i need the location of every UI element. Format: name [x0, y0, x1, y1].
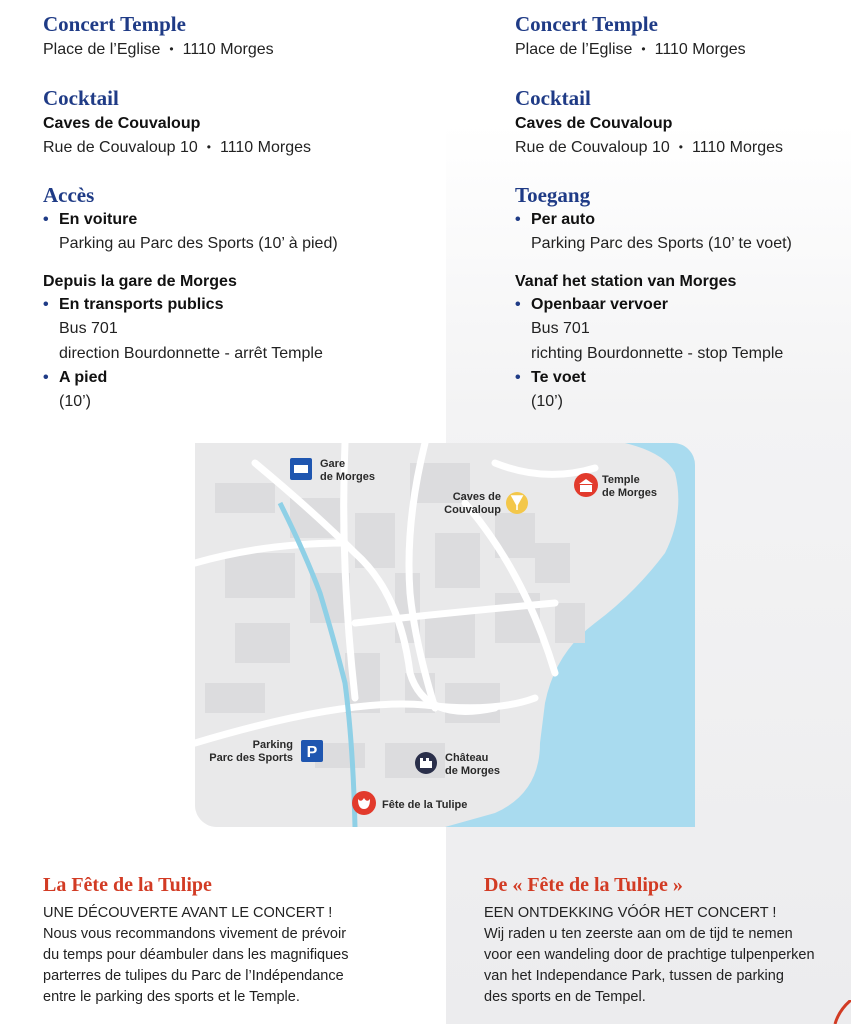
cocktail-heading: Cocktail	[43, 86, 119, 110]
cocktail-address: Rue de Couvaloup 10 • 1110 Morges	[43, 139, 311, 156]
cocktail-heading: Cocktail	[515, 86, 591, 110]
location-map[interactable]	[195, 443, 695, 827]
transit-line: Bus 701	[59, 320, 118, 337]
tulip-line: van het Independance Park, tussen de parking	[484, 968, 784, 984]
transit-label: En transports publics	[59, 296, 224, 313]
bullet: •	[43, 211, 49, 228]
car-detail: Parking au Parc des Sports (10’ à pied)	[59, 235, 338, 252]
map-label-chateau-1: Château	[445, 752, 489, 764]
map-label-temple-2: de Morges	[602, 487, 658, 499]
castle-icon[interactable]	[415, 752, 437, 774]
bullet: •	[43, 369, 49, 386]
cocktail-address: Rue de Couvaloup 10 • 1110 Morges	[515, 139, 783, 156]
walk-label: Te voet	[531, 369, 586, 386]
access-heading: Toegang	[515, 183, 591, 207]
walk-label: A pied	[59, 369, 108, 386]
tulip-line: Wij raden u ten zeerste aan om de tijd te nemen	[484, 926, 793, 942]
map-label-gare-1: Gare	[320, 458, 346, 470]
tulip-line: voor een wandeling door de prachtige tulpenperken	[484, 947, 815, 963]
wine-glass-icon[interactable]	[506, 492, 528, 514]
map-label-parking-2: Parc des Sports	[209, 752, 293, 764]
map-label-gare-2: de Morges	[320, 471, 376, 483]
bullet: •	[515, 296, 521, 313]
parking-symbol: P	[306, 744, 318, 761]
bullet: •	[515, 211, 521, 228]
cocktail-venue: Caves de Couvaloup	[43, 115, 201, 132]
concert-address: Place de l’Eglise • 1110 Morges	[43, 41, 274, 58]
tulip-line: parterres de tulipes du Parc de l’Indépendance	[43, 968, 344, 984]
access-heading: Accès	[43, 183, 95, 207]
temple-icon[interactable]	[574, 473, 598, 497]
from-station: Depuis la gare de Morges	[43, 273, 237, 290]
car-label: Per auto	[531, 211, 596, 228]
tulip-line: UNE DÉCOUVERTE AVANT LE CONCERT !	[43, 905, 333, 921]
from-station: Vanaf het station van Morges	[515, 273, 737, 290]
decorative-swoosh	[831, 1000, 851, 1024]
tulip-line: entre le parking des sports et le Temple.	[43, 989, 300, 1005]
tulip-line: Nous vous recommandons vivement de prévoir	[43, 926, 347, 942]
tulip-line: EEN ONTDEKKING VÓÓR HET CONCERT !	[484, 905, 777, 921]
map-label-chateau-2: de Morges	[445, 765, 501, 777]
transit-direction: richting Bourdonnette - stop Temple	[531, 345, 784, 362]
walk-detail: (10’)	[59, 393, 92, 410]
tulip-icon[interactable]	[352, 791, 376, 815]
tulip-line: du temps pour déambuler dans les magnifiques	[43, 947, 349, 963]
map-label-parking-1: Parking	[252, 739, 293, 751]
map-label-caves-2: Couvaloup	[444, 504, 501, 516]
concert-heading: Concert Temple	[43, 12, 186, 36]
transit-line: Bus 701	[531, 320, 590, 337]
concert-heading: Concert Temple	[515, 12, 658, 36]
tulip-line: des sports en de Tempel.	[484, 989, 646, 1005]
bullet: •	[515, 369, 521, 386]
tulip-heading-fr: La Fête de la Tulipe	[43, 874, 212, 896]
car-label: En voiture	[59, 211, 138, 228]
bullet: •	[43, 296, 49, 313]
concert-address: Place de l’Eglise • 1110 Morges	[515, 41, 746, 58]
parking-icon[interactable]	[301, 740, 323, 762]
map-label-fete: Fête de la Tulipe	[382, 799, 468, 811]
car-detail: Parking Parc des Sports (10’ te voet)	[531, 235, 792, 252]
tulip-text-fr	[43, 903, 348, 1008]
transit-direction: direction Bourdonnette - arrêt Temple	[59, 345, 323, 362]
station-icon[interactable]	[290, 458, 312, 480]
cocktail-venue: Caves de Couvaloup	[515, 115, 673, 132]
walk-detail: (10’)	[531, 393, 564, 410]
map-label-temple-1: Temple	[602, 474, 640, 486]
transit-label: Openbaar vervoer	[531, 296, 668, 313]
tulip-text-nl	[484, 903, 815, 1008]
tulip-heading-nl: De « Fête de la Tulipe »	[484, 874, 683, 896]
map-label-caves-1: Caves de	[452, 491, 501, 503]
